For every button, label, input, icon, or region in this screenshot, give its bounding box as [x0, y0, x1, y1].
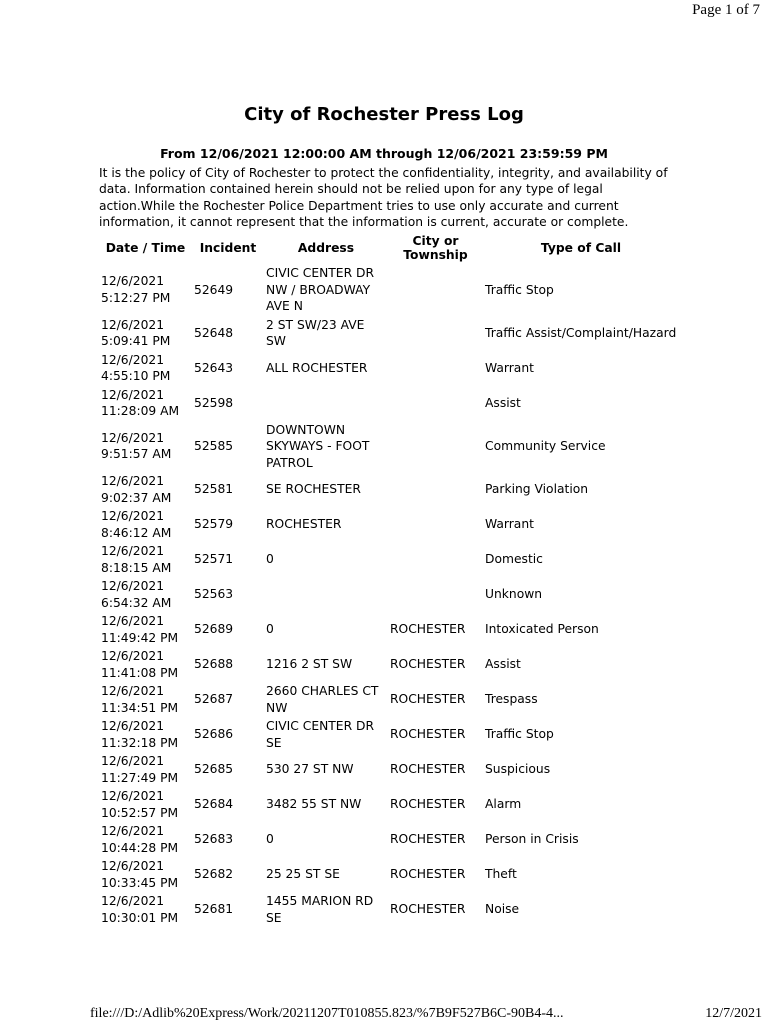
- cell-date: 12/6/2021: [101, 387, 165, 402]
- cell-incident: 52682: [194, 867, 234, 882]
- cell-city: [388, 472, 483, 507]
- cell-type-of-call: Assist: [485, 395, 521, 410]
- cell-date-time: [99, 857, 192, 892]
- table-row: [99, 682, 679, 717]
- cell-time: 11:27:49 PM: [101, 770, 179, 785]
- cell-date: 12/6/2021: [101, 274, 165, 289]
- cell-type-of-call: Assist: [485, 657, 521, 672]
- cell-date-time: [99, 351, 192, 386]
- cell-incident: 52648: [194, 325, 234, 340]
- cell-address: SE ROCHESTER: [266, 482, 361, 497]
- cell-address: CIVIC CENTER DR SE: [266, 719, 375, 750]
- cell-time: 4:55:10 PM: [101, 369, 171, 383]
- table-row: [99, 386, 679, 421]
- cell-date-time: [99, 787, 192, 822]
- cell-city: [388, 577, 483, 612]
- cell-type-of-call: Person in Crisis: [485, 832, 579, 847]
- cell-city: ROCHESTER: [390, 902, 466, 917]
- header-type-of-call: Type of Call: [540, 241, 622, 255]
- cell-time: 10:52:57 PM: [101, 805, 179, 820]
- cell-type-of-call: Warrant: [485, 517, 534, 532]
- table-row: [99, 264, 679, 316]
- cell-date: 12/6/2021: [101, 544, 165, 558]
- cell-date: 12/6/2021: [101, 509, 165, 523]
- page-title: City of Rochester Press Log: [244, 104, 524, 125]
- cell-city: [388, 351, 483, 386]
- cell-type-of-call: Community Service: [485, 439, 606, 453]
- cell-type-of-call: Parking Violation: [485, 482, 589, 497]
- cell-time: 11:32:18 PM: [101, 735, 179, 750]
- cell-city: [388, 386, 483, 421]
- cell-date-time: [99, 507, 192, 542]
- cell-date: 12/6/2021: [101, 684, 165, 698]
- cell-date-time: [99, 316, 192, 351]
- cell-date: 12/6/2021: [101, 649, 165, 663]
- cell-type-of-call: Traffic Assist/Complaint/Hazard: [485, 325, 677, 340]
- table-row: [99, 752, 679, 787]
- cell-type-of-call: Suspicious: [485, 762, 551, 777]
- cell-type-of-call: Unknown: [485, 587, 543, 602]
- cell-city: ROCHESTER: [390, 832, 466, 847]
- cell-time: 10:44:28 PM: [101, 840, 179, 855]
- table-row: [99, 316, 679, 351]
- cell-incident: 52681: [194, 902, 234, 917]
- cell-date: 12/6/2021: [101, 474, 165, 488]
- cell-time: 11:41:08 PM: [101, 665, 179, 680]
- cell-time: 5:09:41 PM: [101, 334, 171, 348]
- cell-city: ROCHESTER: [390, 867, 466, 882]
- cell-city: ROCHESTER: [390, 727, 466, 742]
- cell-incident: 52689: [194, 622, 234, 637]
- table-row: [99, 647, 679, 682]
- disclaimer-text: It is the policy of City of Rochester to protect the confidentiality, integrity, and availability of data. Information contained herein should not be relied upon for any type of legal action.While the Rochester Police Department tries to use only accurate and current information, it cannot represent that the information is current, accurate or complete.: [99, 166, 668, 230]
- date-range: From 12/06/2021 12:00:00 AM through 12/06/2021 23:59:59 PM: [160, 146, 608, 161]
- cell-date-time: [99, 682, 192, 717]
- table-row: [99, 857, 679, 892]
- cell-incident: 52585: [194, 439, 234, 453]
- cell-incident: 52649: [194, 282, 234, 297]
- cell-time: 8:18:15 AM: [101, 560, 172, 575]
- cell-date: 12/6/2021: [101, 754, 165, 768]
- cell-time: 6:54:32 AM: [101, 595, 172, 610]
- table-row: [99, 822, 679, 857]
- cell-address: [264, 577, 388, 612]
- table-row: [99, 717, 679, 752]
- footer-file-path: file:///D:/Adlib%20Express/Work/20211207T010855.823/%7B9F527B6C-90B4-4...: [90, 1006, 564, 1021]
- cell-incident: 52688: [194, 657, 234, 672]
- cell-address: 3482 55 ST NW: [266, 797, 362, 812]
- cell-incident: 52684: [194, 797, 234, 812]
- cell-address: 0: [266, 622, 274, 637]
- table-row: [99, 612, 679, 647]
- cell-address: 0: [266, 832, 274, 847]
- cell-city: ROCHESTER: [390, 762, 466, 777]
- page-number: Page 1 of 7: [692, 2, 760, 18]
- cell-address: 2660 CHARLES CT NW: [266, 684, 379, 715]
- cell-date-time: [99, 264, 192, 316]
- cell-incident: 52683: [194, 832, 234, 847]
- cell-address: CIVIC CENTER DR NW / BROADWAY AVE N: [266, 266, 375, 313]
- cell-time: 10:30:01 PM: [101, 910, 179, 925]
- cell-city: [388, 421, 483, 473]
- cell-city: ROCHESTER: [390, 692, 466, 707]
- cell-address: 0: [266, 552, 274, 567]
- table-row: [99, 421, 679, 473]
- cell-city: ROCHESTER: [390, 797, 466, 812]
- header-address: Address: [297, 241, 355, 255]
- cell-date-time: [99, 386, 192, 421]
- cell-date: 12/6/2021: [101, 352, 165, 367]
- cell-date-time: [99, 822, 192, 857]
- cell-address: 1455 MARION RD SE: [266, 894, 374, 925]
- cell-type-of-call: Domestic: [485, 552, 543, 567]
- cell-incident: 52571: [194, 552, 234, 567]
- cell-address: 1216 2 ST SW: [266, 657, 353, 672]
- cell-type-of-call: Alarm: [485, 797, 522, 812]
- table-row: [99, 892, 679, 927]
- cell-incident: 52685: [194, 762, 234, 777]
- cell-incident: 52598: [194, 395, 234, 410]
- cell-address: 530 27 ST NW: [266, 762, 354, 777]
- table-row: [99, 472, 679, 507]
- cell-type-of-call: Warrant: [485, 360, 534, 375]
- cell-date: 12/6/2021: [101, 789, 165, 803]
- table-header-row: [99, 232, 679, 264]
- cell-city: ROCHESTER: [390, 657, 466, 672]
- cell-time: 11:34:51 PM: [101, 700, 179, 715]
- cell-address: ROCHESTER: [266, 517, 342, 532]
- table-row: [99, 787, 679, 822]
- cell-date-time: [99, 717, 192, 752]
- table-row: [99, 507, 679, 542]
- cell-date-time: [99, 577, 192, 612]
- cell-time: 9:51:57 AM: [101, 447, 172, 462]
- cell-time: 10:33:45 PM: [101, 875, 179, 890]
- cell-date-time: [99, 892, 192, 927]
- cell-city: [388, 264, 483, 316]
- header-incident: Incident: [199, 241, 257, 255]
- cell-time: 5:12:27 PM: [101, 290, 171, 305]
- cell-time: 11:28:09 AM: [101, 404, 180, 418]
- cell-incident: 52687: [194, 692, 234, 707]
- cell-date-time: [99, 421, 192, 473]
- cell-date-time: [99, 647, 192, 682]
- cell-city: [388, 507, 483, 542]
- cell-date: 12/6/2021: [101, 859, 165, 873]
- cell-date-time: [99, 752, 192, 787]
- cell-time: 8:46:12 AM: [101, 525, 172, 540]
- cell-type-of-call: Noise: [485, 902, 520, 917]
- cell-date-time: [99, 542, 192, 577]
- cell-city: [388, 542, 483, 577]
- header-city-township: City or Township: [403, 234, 468, 262]
- table-row: [99, 542, 679, 577]
- footer-date: 12/7/2021: [705, 1006, 762, 1021]
- cell-date: 12/6/2021: [101, 614, 165, 628]
- cell-date-time: [99, 472, 192, 507]
- cell-date: 12/6/2021: [101, 430, 165, 445]
- cell-type-of-call: Intoxicated Person: [485, 622, 599, 637]
- cell-address: 2 ST SW/23 AVE SW: [266, 317, 365, 348]
- cell-type-of-call: Trespass: [485, 692, 538, 707]
- cell-type-of-call: Theft: [485, 867, 517, 882]
- cell-city: ROCHESTER: [390, 622, 466, 637]
- cell-address: 25 25 ST SE: [266, 867, 340, 882]
- cell-incident: 52579: [194, 517, 234, 532]
- table-body: [99, 264, 679, 927]
- header-date-time: Date / Time: [105, 241, 186, 255]
- cell-date-time: [99, 612, 192, 647]
- press-log-table: [99, 232, 679, 927]
- cell-date: 12/6/2021: [101, 579, 165, 593]
- cell-address: ALL ROCHESTER: [266, 360, 368, 375]
- cell-incident: 52686: [194, 727, 234, 742]
- cell-incident: 52563: [194, 587, 234, 602]
- cell-incident: 52643: [194, 360, 234, 375]
- table-row: [99, 351, 679, 386]
- cell-type-of-call: Traffic Stop: [485, 727, 554, 742]
- cell-date: 12/6/2021: [101, 317, 165, 332]
- cell-date: 12/6/2021: [101, 719, 165, 733]
- cell-time: 9:02:37 AM: [101, 490, 172, 505]
- cell-address: [264, 386, 388, 421]
- cell-city: [388, 316, 483, 351]
- table-row: [99, 577, 679, 612]
- cell-date: 12/6/2021: [101, 894, 165, 908]
- cell-date: 12/6/2021: [101, 824, 165, 838]
- cell-address: DOWNTOWN SKYWAYS - FOOT PATROL: [266, 422, 370, 470]
- cell-type-of-call: Traffic Stop: [485, 282, 554, 297]
- cell-time: 11:49:42 PM: [101, 630, 179, 645]
- cell-incident: 52581: [194, 482, 234, 497]
